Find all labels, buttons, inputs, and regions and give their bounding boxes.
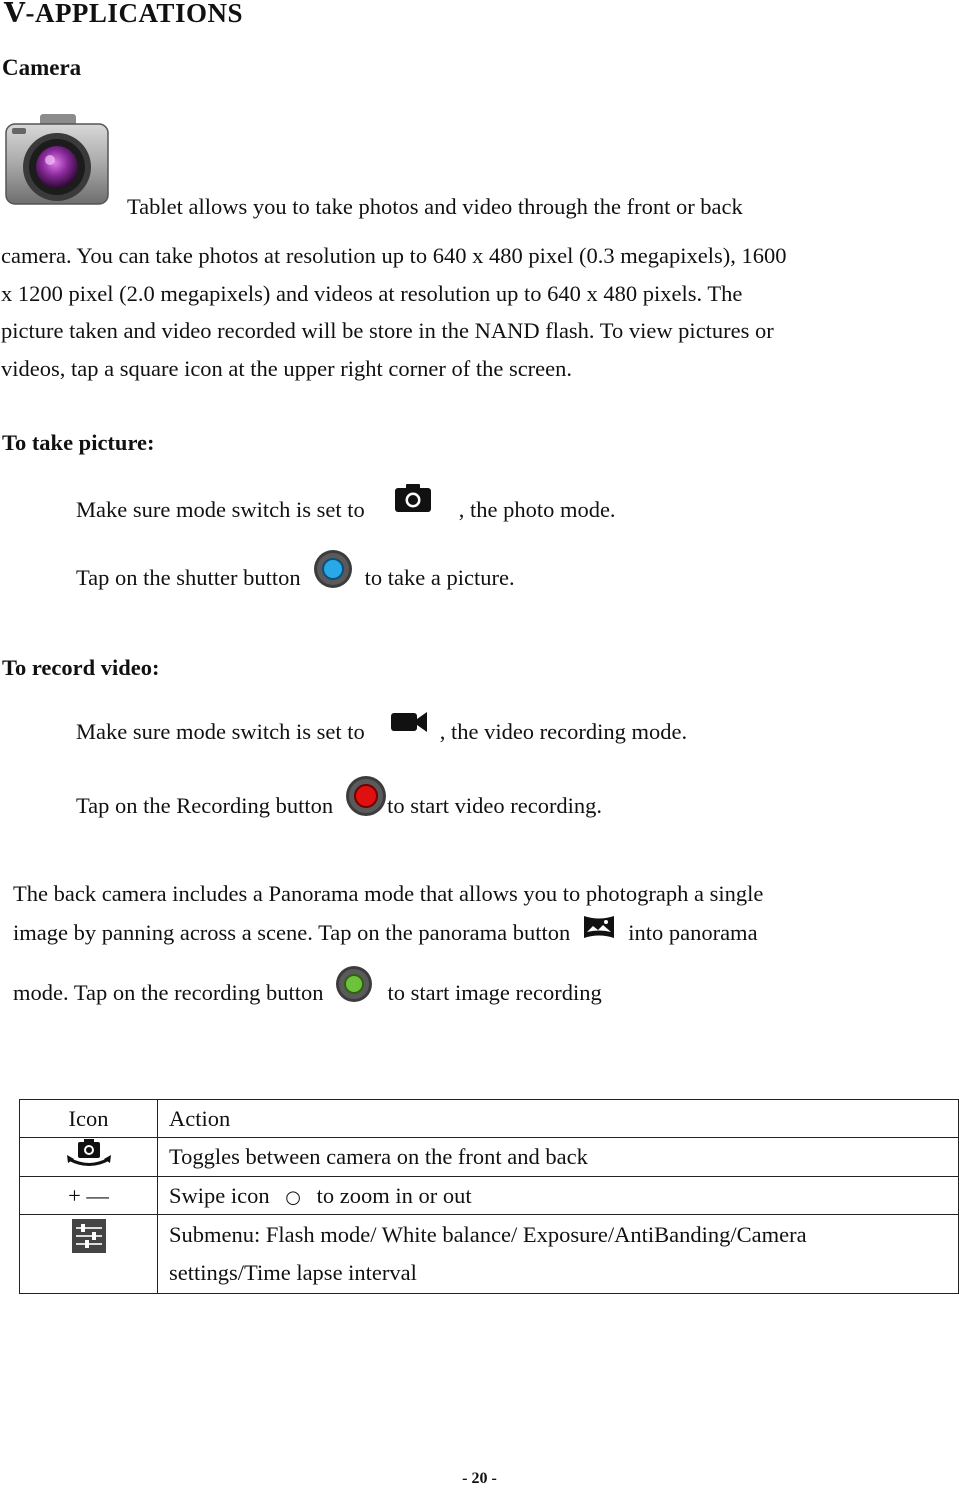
panorama-line-2: [13, 910, 758, 956]
action-text: settings/Time lapse interval: [169, 1260, 417, 1285]
step-text: Tap on the Recording button: [76, 793, 334, 818]
step-text: , the photo mode.: [458, 497, 616, 522]
record-video-title: To record video:: [2, 655, 160, 680]
header-action-cell: Action: [158, 1100, 959, 1138]
table-action-cell: [158, 1215, 959, 1294]
step-text: Make sure mode switch is set to: [76, 497, 365, 522]
header-icon-cell: Icon: [20, 1100, 158, 1138]
panorama-text: into panorama: [628, 920, 758, 945]
video-mode-icon: [390, 710, 428, 734]
table-row: [20, 1177, 959, 1215]
settings-sliders-icon: [72, 1219, 106, 1259]
intro-line-4: picture taken and video recorded will be store in the NAND flash. To view pictures or: [1, 318, 774, 343]
intro-line-3: x 1200 pixel (2.0 megapixels) and videos at resolution up to 640 x 480 pixels. The: [1, 281, 743, 306]
panorama-line-3: [13, 965, 602, 1021]
intro-line-2: camera. You can take photos at resolution up to 640 x 480 pixel (0.3 megapixels), 1600: [1, 243, 787, 268]
step-text: to start video recording.: [387, 793, 603, 818]
action-text: Submenu: Flash mode/ White balance/ Exposure/AntiBanding/Camera: [169, 1222, 807, 1247]
panorama-text: to start image recording: [387, 980, 602, 1005]
shutter-button-icon: [313, 549, 353, 589]
record-video-step-2: [76, 780, 602, 832]
step-text: , the video recording mode.: [439, 719, 688, 744]
panorama-text: mode. Tap on the recording button: [13, 980, 324, 1005]
action-text: to zoom in or out: [316, 1182, 472, 1208]
take-picture-step-1: [76, 484, 616, 536]
icon-action-table: [19, 1099, 959, 1294]
page-heading: Ⅴ-APPLICATIONS: [4, 0, 243, 28]
action-text: Swipe icon: [169, 1182, 270, 1208]
table-action-cell: [158, 1177, 959, 1215]
table-row: [20, 1215, 959, 1294]
intro-line-1: Tablet allows you to take photos and video through the front or back: [127, 194, 743, 219]
record-button-icon: [345, 775, 387, 817]
panorama-text: image by panning across a scene. Tap on the panorama button: [13, 920, 571, 945]
table-icon-cell: [20, 1215, 158, 1294]
zoom-handle-symbol: ○: [285, 1186, 301, 1208]
table-action-cell: Toggles between camera on the front and back: [158, 1138, 959, 1177]
step-text: Make sure mode switch is set to: [76, 719, 365, 744]
table-header-row: [20, 1100, 959, 1138]
section-title: Camera: [2, 55, 82, 80]
panorama-record-button-icon: [335, 965, 373, 1003]
panorama-line-1: The back camera includes a Panorama mode that allows you to photograph a single: [13, 881, 764, 906]
table-icon-cell: + ―: [20, 1177, 158, 1215]
photo-mode-icon: [393, 482, 433, 514]
table-icon-cell: [20, 1138, 158, 1177]
record-video-step-1: [76, 706, 687, 758]
take-picture-step-2: [76, 552, 515, 604]
camera-app-icon: [4, 112, 110, 208]
panorama-icon: [582, 913, 616, 941]
intro-line-5: videos, tap a square icon at the upper right corner of the screen.: [1, 356, 573, 381]
step-text: to take a picture.: [364, 565, 515, 590]
switch-camera-icon: [65, 1138, 113, 1176]
step-text: Tap on the shutter button: [76, 565, 301, 590]
page-number: - 20 -: [462, 1470, 497, 1487]
take-picture-title: To take picture:: [2, 430, 155, 455]
table-row: [20, 1138, 959, 1177]
